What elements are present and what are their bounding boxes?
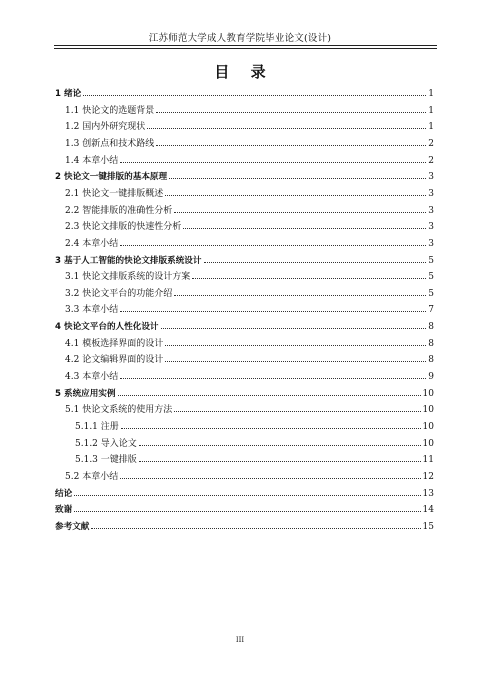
toc-leader-dots	[120, 471, 420, 479]
toc-entry-number: 3.3	[65, 305, 83, 316]
toc-entry-number: 2	[55, 172, 64, 183]
toc-entry-page: 5	[428, 255, 434, 266]
toc-entry-number: 2.3	[65, 222, 83, 233]
toc-entry-number: 2.4	[65, 238, 83, 249]
toc-entry[interactable]	[65, 121, 434, 133]
toc-entry-number: 5.2	[65, 471, 83, 482]
toc-entry[interactable]	[65, 105, 434, 117]
toc-entry-page: 1	[428, 89, 434, 99]
toc-entry[interactable]	[65, 404, 434, 416]
toc-entry-page: 3	[428, 188, 434, 199]
toc-leader-dots	[204, 255, 427, 263]
toc-entry-title: 论文编辑界面的设计	[82, 355, 164, 366]
toc-leader-dots	[174, 404, 420, 412]
toc-entry-title: 本章小结	[82, 155, 119, 166]
toc-leader-dots	[192, 271, 426, 279]
toc-entry-page: 10	[422, 405, 434, 416]
toc-leader-dots	[183, 221, 426, 229]
toc-entry-page: 12	[422, 471, 434, 482]
toc-entry-page: 3	[428, 238, 434, 249]
toc-entry-page: 11	[422, 455, 434, 466]
toc-leader-dots	[174, 205, 426, 213]
toc-entry-page: 8	[428, 338, 434, 349]
toc-entry[interactable]	[55, 488, 434, 500]
toc-leader-dots	[120, 304, 426, 312]
toc-leader-dots	[156, 138, 426, 146]
toc-leader-dots	[161, 321, 427, 329]
toc-entry-page: 1	[428, 122, 434, 133]
toc-entry[interactable]	[75, 421, 434, 433]
toc-entry[interactable]	[55, 321, 434, 333]
toc-entry-number: 1.4	[65, 155, 83, 166]
toc-entry[interactable]	[65, 304, 434, 316]
toc-entry[interactable]	[65, 221, 434, 233]
toc-entry-title: 快论文一键排版的基本原理	[63, 172, 168, 183]
toc-entry[interactable]	[55, 388, 434, 400]
toc-leader-dots	[147, 121, 426, 129]
toc-entry-number: 2.2	[65, 205, 83, 216]
toc-entry[interactable]	[55, 171, 434, 183]
toc-leader-dots	[174, 288, 426, 296]
toc-entry-page: 7	[428, 305, 434, 316]
toc-leader-dots	[121, 421, 421, 429]
toc-entry-number: 5.1	[65, 405, 83, 416]
toc-entry-page: 15	[422, 521, 434, 532]
toc-entry-title: 结论	[55, 488, 73, 499]
toc-leader-dots	[156, 105, 426, 113]
toc-entry[interactable]	[55, 255, 434, 267]
toc-entry-page: 13	[422, 488, 434, 499]
toc-entry-number: 5.1.1	[75, 422, 101, 432]
page-number: III	[235, 636, 245, 644]
toc-entry-title: 基于人工智能的快论文排版系统设计	[63, 255, 202, 266]
toc-entry-number: 1.3	[65, 138, 83, 149]
toc-entry[interactable]	[65, 354, 434, 366]
toc-entry-page: 9	[428, 372, 434, 383]
toc-entry-title: 国内外研究现状	[82, 122, 146, 133]
toc-entry-page: 8	[428, 355, 434, 366]
toc-entry-title: 本章小结	[82, 471, 119, 482]
toc-entry[interactable]	[55, 521, 434, 533]
toc-entry[interactable]	[65, 288, 434, 300]
toc-entry-page: 3	[428, 205, 434, 216]
toc-entry-page: 8	[428, 322, 434, 333]
toc-title: 目 录	[214, 63, 274, 81]
toc-leader-dots	[165, 338, 426, 346]
toc-entry-page: 2	[428, 155, 434, 166]
toc-entry[interactable]	[75, 454, 434, 466]
toc-entry-title: 快论文系统的使用方法	[82, 405, 173, 416]
toc-entry-title: 快论文的选题背景	[82, 105, 155, 116]
toc-leader-dots	[165, 188, 426, 196]
toc-entry-title: 本章小结	[82, 372, 119, 383]
toc-entry-number: 2.1	[65, 188, 83, 199]
toc-entry-title: 快论文平台的功能介绍	[82, 288, 173, 299]
toc-entry-number: 5	[55, 388, 64, 399]
toc-entry-title: 快论文一键排版概述	[82, 188, 164, 199]
toc-entry-title: 本章小结	[82, 238, 119, 249]
toc-entry[interactable]	[65, 155, 434, 167]
toc-entry-page: 2	[428, 138, 434, 149]
toc-entry-title: 注册	[100, 422, 119, 432]
toc-entry-title: 绪论	[63, 89, 82, 99]
toc-leader-dots	[118, 388, 421, 396]
toc-entry[interactable]	[65, 238, 434, 250]
toc-entry-number: 4.3	[65, 372, 83, 383]
toc-entry-title: 快论文平台的人性化设计	[63, 322, 159, 333]
toc-leader-dots	[83, 88, 426, 96]
toc-entry-number: 1.2	[65, 122, 83, 133]
toc-entry-page: 10	[422, 388, 434, 399]
toc-entry-page: 5	[428, 288, 434, 299]
toc-entry[interactable]	[65, 138, 434, 150]
toc-entry[interactable]	[55, 504, 434, 516]
toc-entry-number: 1.1	[65, 105, 83, 116]
toc-entry[interactable]	[65, 471, 434, 483]
toc-leader-dots	[139, 454, 421, 462]
toc-entry-number: 3.1	[65, 272, 83, 283]
toc-leader-dots	[74, 488, 420, 496]
toc-leader-dots	[165, 354, 426, 362]
toc-entry-title: 参考文献	[55, 521, 90, 532]
toc-entry-title: 致谢	[55, 505, 73, 516]
toc-entry-number: 3	[55, 255, 64, 266]
toc-entry-number: 3.2	[65, 288, 83, 299]
toc-entry-page: 14	[422, 505, 434, 516]
toc-entry-title: 导入论文	[100, 438, 137, 449]
toc-entry-title: 模板选择界面的设计	[82, 338, 164, 349]
toc-entry-number: 1	[55, 89, 64, 99]
toc-entry-number: 4.2	[65, 355, 83, 366]
toc-entry-page: 3	[428, 222, 434, 233]
toc-entry-title: 系统应用实例	[63, 388, 116, 399]
toc-entry-page: 3	[428, 172, 434, 183]
toc-entry-number: 4.1	[65, 338, 83, 349]
toc-entry-title: 智能排版的准确性分析	[82, 205, 173, 216]
toc-entry[interactable]	[75, 438, 434, 450]
toc-entry-title: 创新点和技术路线	[82, 138, 155, 149]
toc-entry[interactable]	[65, 271, 434, 283]
toc-entry[interactable]	[65, 338, 434, 350]
toc-entry-page: 10	[422, 438, 434, 449]
toc-entry-title: 一键排版	[100, 455, 137, 466]
toc-leader-dots	[120, 155, 426, 163]
toc-entry[interactable]	[65, 371, 434, 383]
toc-entry[interactable]	[55, 88, 434, 100]
toc-leader-dots	[91, 521, 420, 529]
toc-leader-dots	[139, 438, 421, 446]
toc-entry-title: 快论文排版系统的设计方案	[82, 272, 191, 283]
toc-leader-dots	[169, 171, 426, 179]
toc-entry-page: 5	[428, 272, 434, 283]
toc-entry-page: 10	[422, 422, 434, 432]
page-header: 江苏师范大学成人教育学院毕业论文(设计)	[148, 33, 332, 44]
toc-leader-dots	[120, 371, 426, 379]
toc-entry[interactable]	[65, 205, 434, 217]
toc-leader-dots	[120, 238, 426, 246]
toc-entry-number: 5.1.3	[75, 455, 101, 466]
toc-leader-dots	[74, 504, 420, 512]
toc-entry-number: 5.1.2	[75, 438, 101, 449]
toc-entry-title: 快论文排版的快速性分析	[82, 222, 182, 233]
toc-entry-title: 本章小结	[82, 305, 119, 316]
toc-entry-page: 1	[428, 105, 434, 116]
toc-entry[interactable]	[65, 188, 434, 200]
toc-entry-number: 4	[55, 322, 64, 333]
